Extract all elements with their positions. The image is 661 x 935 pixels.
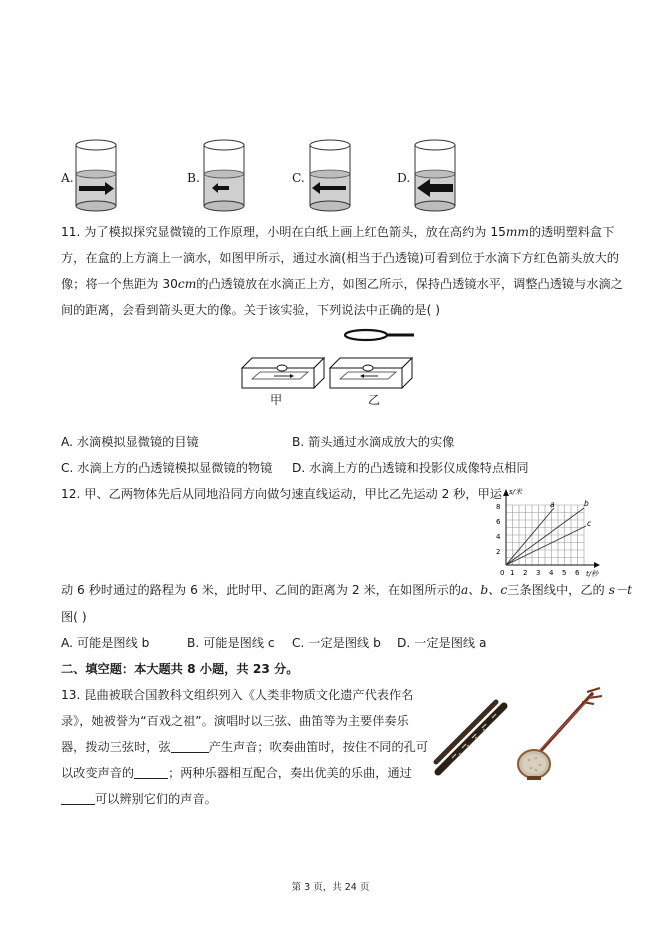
graph-x-tick-1: 1 — [510, 569, 515, 577]
q12-abc: a、b、c — [460, 583, 508, 597]
graph-line-c — [506, 526, 586, 565]
q12-option-b: B. 可能是图线 c — [187, 636, 275, 650]
graph-origin: 0 — [500, 569, 505, 577]
q12-line-2 — [61, 582, 632, 598]
graph-y-unit: s/米 — [509, 488, 523, 496]
q12-option-a: A. 可能是图线 b — [61, 636, 150, 650]
graph-line-b-label: b — [584, 499, 589, 508]
page-footer: 第 3 页，共 24 页 — [291, 882, 370, 893]
q11-option-a: A. 水滴模拟显微镜的目镜 — [61, 435, 199, 449]
q12-st-graph — [486, 486, 602, 582]
graph-y-tick-6: 6 — [496, 518, 501, 526]
q11-figure-label-jia: 甲 — [270, 393, 283, 407]
q11-line-4: 间的距离，会看到箭头更大的像。关于该实验，下列说法中正确的是( ) — [61, 303, 441, 317]
q10-option-d-label: D. — [397, 171, 411, 185]
q10-beaker-b-figure — [198, 138, 250, 214]
q11-line-1a: 11. 为了模拟探究显微镜的工作原理，小明在白纸上画上红色箭头，放在高约为 15 — [61, 225, 506, 239]
q13-line-3b: 产生声音；吹奏曲笛时，按住不同的孔可 — [208, 740, 429, 754]
graph-x-tick-5: 5 — [562, 569, 567, 577]
q12-line-2a: 动 6 秒时通过的路程为 6 米，此时甲、乙间的距离为 2 米，在如图所示的 — [61, 583, 461, 597]
q13-line-4 — [61, 765, 412, 781]
q11-option-d: D. 水滴上方的凸透镜和投影仪成像特点相同 — [292, 461, 529, 475]
q13-line-5 — [61, 791, 217, 807]
q10-option-c-label: C. — [292, 171, 305, 185]
q11-option-c: C. 水滴上方的凸透镜模拟显微镜的物镜 — [61, 461, 273, 475]
q13-line-2: 录》，她被誉为“百戏之祖”。演唱时以三弦、曲笛等为主要伴奏乐 — [61, 714, 409, 728]
graph-y-tick-2: 2 — [496, 548, 501, 556]
q11-line-3 — [61, 276, 623, 292]
q12-st: s－t — [608, 583, 633, 597]
q13-instruments-image — [432, 684, 608, 784]
q13-line-4a: 以改变声音的 — [61, 766, 135, 780]
q12-option-c: C. 一定是图线 b — [292, 636, 381, 650]
q12-line-1: 12. 甲、乙两物体先后从同地沿同方向做匀速直线运动，甲比乙先运动 2 秒，甲运 — [61, 487, 502, 501]
graph-x-tick-4: 4 — [549, 569, 554, 577]
q10-option-b-label: B. — [187, 171, 200, 185]
q13-line-4b: ；两种乐器相互配合，奏出优美的乐曲，通过 — [168, 766, 412, 780]
q11-line-3b: 的凸透镜放在水滴正上方，如图乙所示，保持凸透镜水平，调整凸透镜与水滴之 — [196, 277, 623, 291]
q11-figure-label-yi: 乙 — [368, 393, 381, 407]
q11-line-1 — [61, 224, 614, 240]
q10-option-a-label: A. — [61, 171, 74, 185]
graph-line-a — [506, 508, 554, 565]
q13-blank-2[interactable] — [134, 766, 168, 779]
graph-x-unit: t/秒 — [586, 570, 599, 578]
q11-line-1b: 的透明塑料盒下 — [528, 225, 615, 239]
q11-line-3a: 像；将一个焦距为 30 — [61, 277, 178, 291]
graph-x-tick-2: 2 — [523, 569, 528, 577]
q13-line-1: 13. 昆曲被联合国教科文组织列入《人类非物质文化遗产代表作名 — [61, 688, 414, 702]
q12-line-2b: 三条图线中，乙的 — [507, 583, 605, 597]
graph-line-c-label: c — [587, 519, 592, 528]
graph-line-a-label: a — [550, 500, 555, 509]
q12-line-3: 图( ) — [61, 610, 87, 624]
q11-experiment-figure — [238, 324, 418, 412]
graph-y-tick-4: 4 — [496, 533, 501, 541]
q13-blank-1[interactable] — [171, 740, 209, 753]
section-2-title: 二、填空题：本大题共 8 小题，共 23 分。 — [61, 662, 299, 676]
graph-x-tick-3: 3 — [536, 569, 541, 577]
graph-y-tick-8: 8 — [496, 503, 501, 511]
q10-beaker-a-figure — [70, 138, 122, 214]
q10-beaker-c-figure — [304, 138, 356, 214]
q12-option-d: D. 一定是图线 a — [397, 636, 487, 650]
q11-line-2: 方，在盒的上方滴上一滴水，如图甲所示，通过水滴(相当于凸透镜)可看到位于水滴下方红色箭头放大的 — [61, 251, 619, 265]
q11-unit-cm: cm — [177, 277, 197, 291]
q13-line-3a: 器，拨动三弦时，弦 — [61, 740, 171, 754]
q11-unit-mm: mm — [505, 225, 529, 239]
q11-option-b: B. 箭头通过水滴成放大的实像 — [292, 435, 455, 449]
q10-beaker-d-figure — [409, 138, 461, 214]
graph-x-tick-6: 6 — [575, 569, 580, 577]
q13-line-3 — [61, 739, 428, 755]
q13-blank-3[interactable] — [61, 792, 95, 805]
q13-line-5: 可以辨别它们的声音。 — [95, 792, 217, 806]
